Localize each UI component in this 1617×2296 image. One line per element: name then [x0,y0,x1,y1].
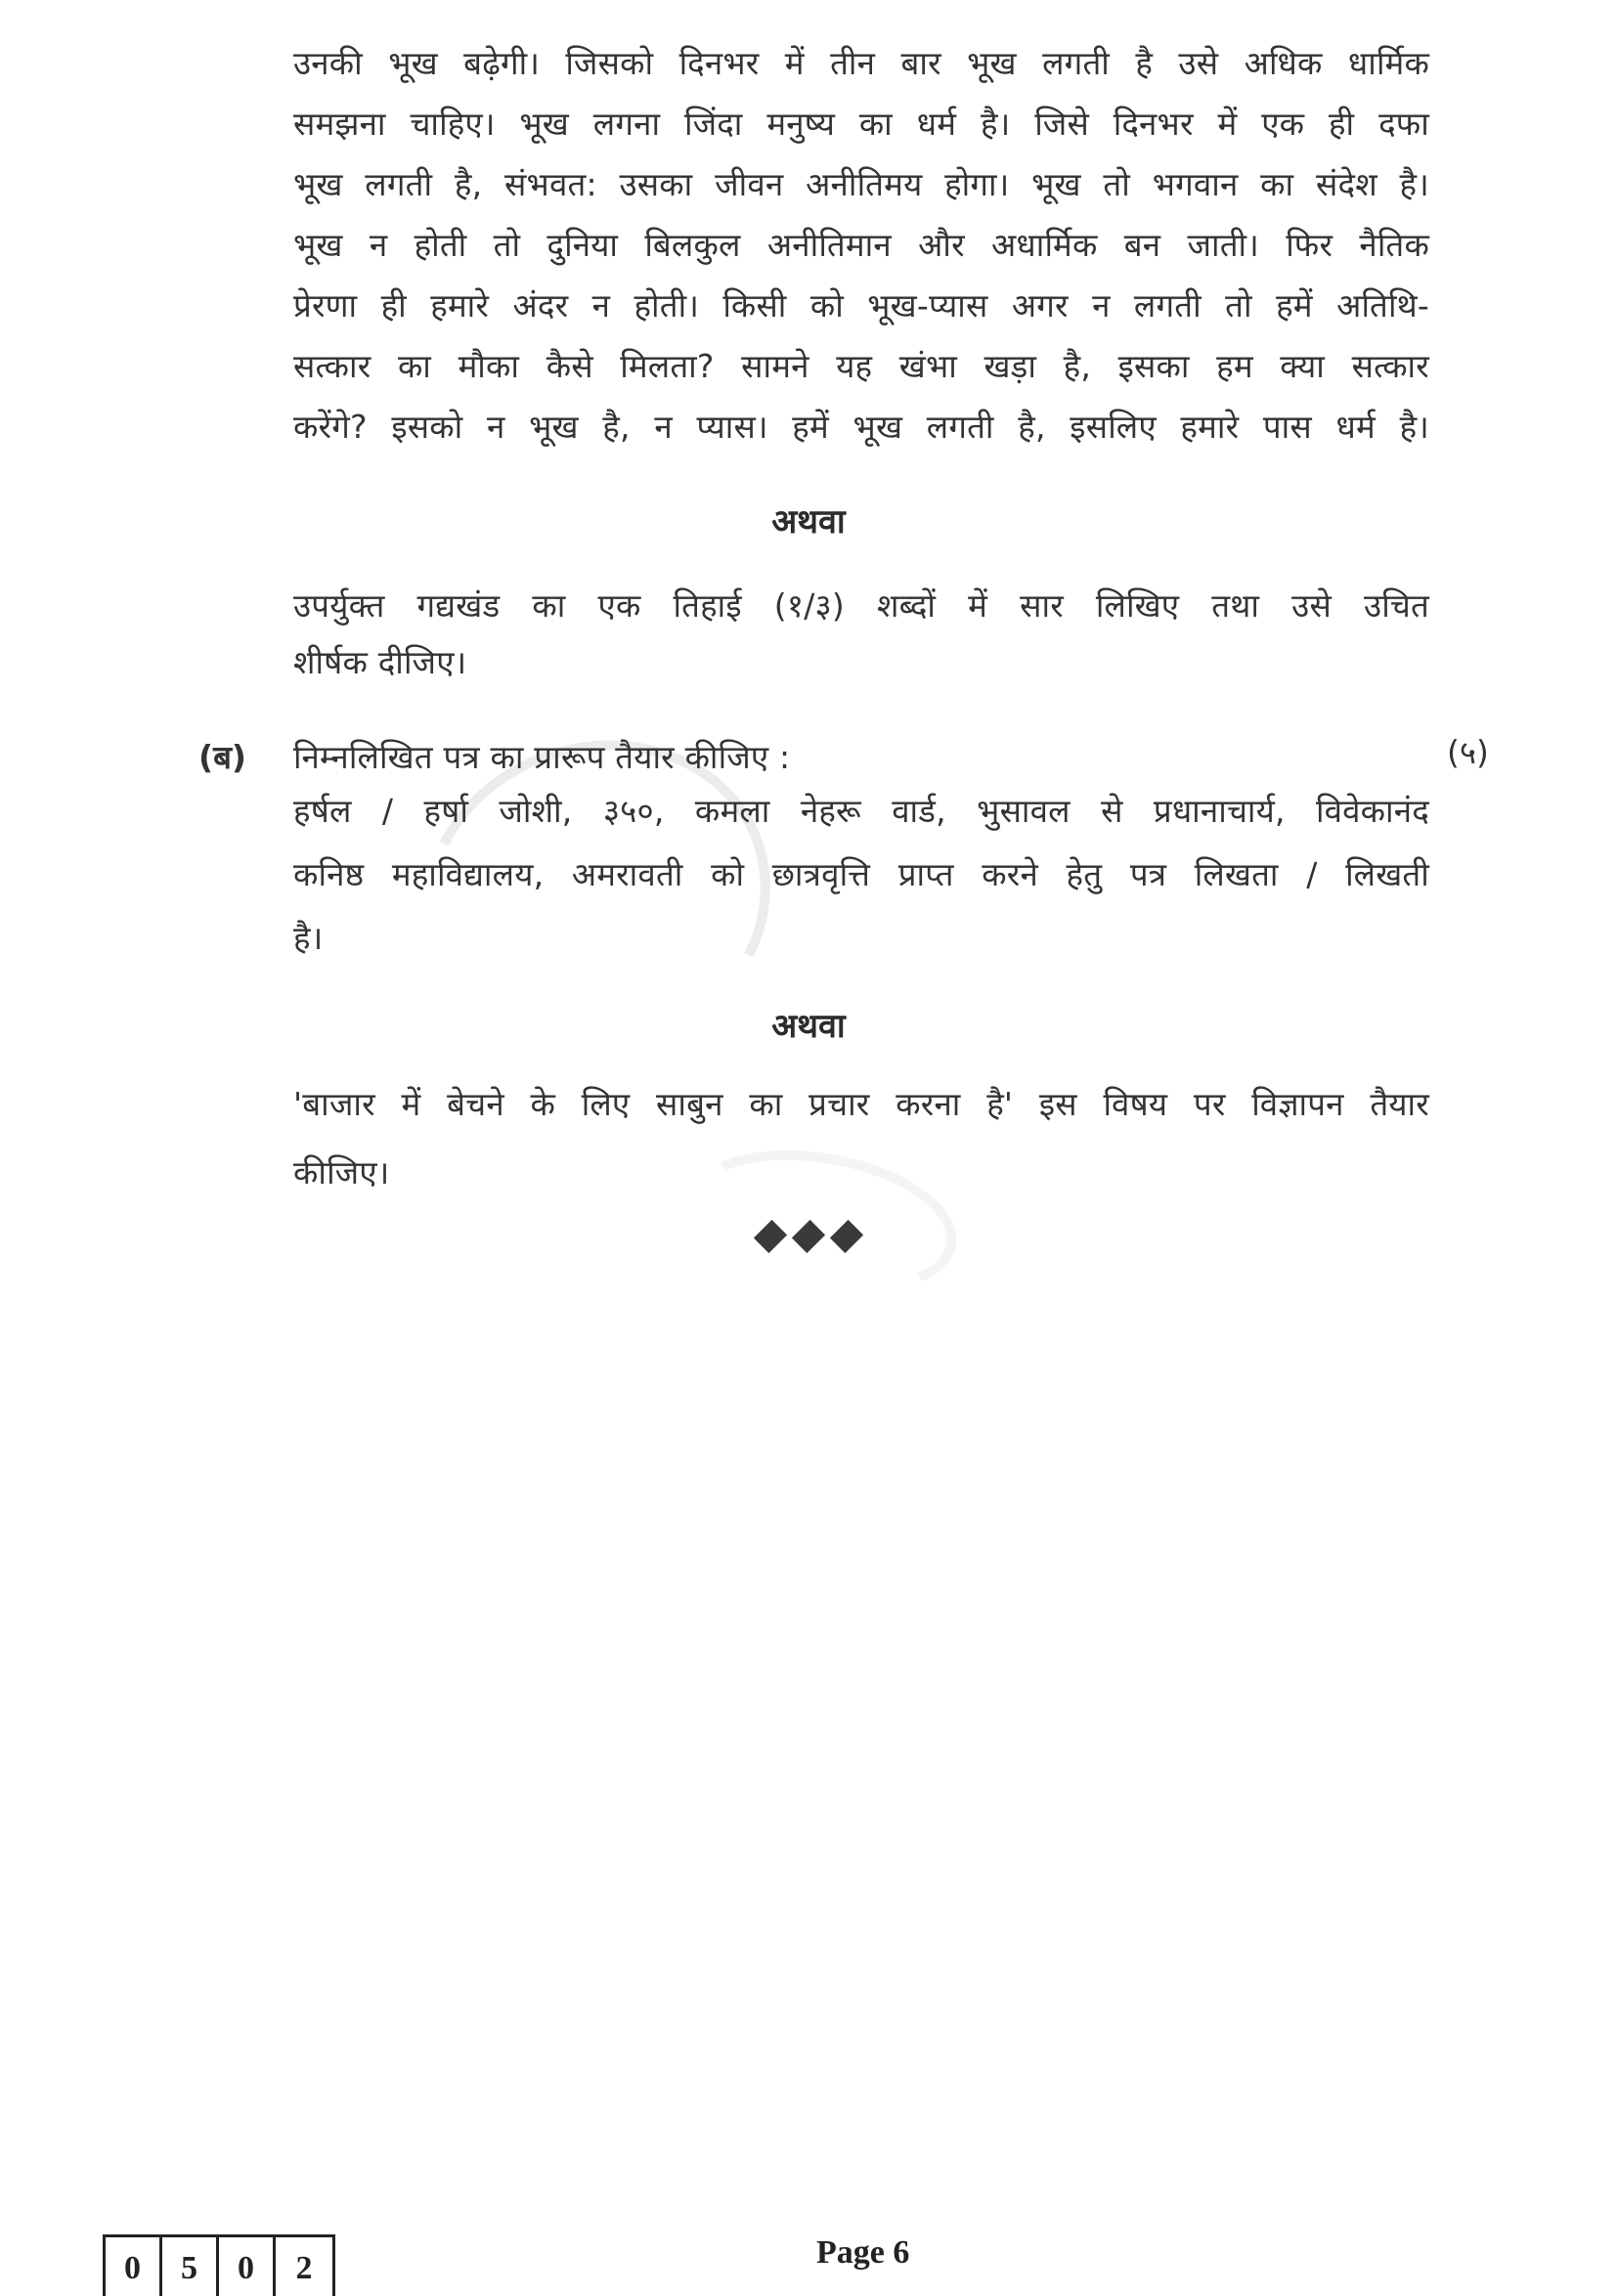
or-heading: अथवा [771,1007,846,1046]
end-ornament [0,1220,1617,1253]
marks-label: (५) [1447,733,1489,771]
code-digit: 5 [162,2237,219,2296]
or-heading: अथवा [771,502,846,542]
passage-line: समझना चाहिए। भूख लगना जिंदा मनुष्य का धर्म है। जिसे दिनभर में एक ही दफा [293,105,1429,143]
passage-line: भूख न होती तो दुनिया बिलकुल अनीतिमान और अधार्मिक बन जाती। फिर नैतिक [293,226,1429,264]
question-label: (ब) [198,738,247,776]
passage-line: भूख लगती है, संभवत: उसका जीवन अनीतिमय होगा। भूख तो भगवान का संदेश है। [293,165,1429,203]
passage-line: प्रेरणा ही हमारे अंदर न होती। किसी को भूख-प्यास अगर न लगती तो हमें अतिथि- [293,286,1429,325]
diamond-icon [792,1220,825,1253]
code-digit: 2 [295,2250,313,2286]
task-line: शीर्षक दीजिए। [293,643,467,681]
code-digit: 0 [106,2237,162,2296]
passage-line: करेंगे? इसको न भूख है, न प्यास। हमें भूख लगती है, इसलिए हमारे पास धर्म है। [293,408,1429,446]
diamond-icon [830,1220,863,1253]
question-line: है। [293,919,324,957]
question-line: हर्षल / हर्षा जोशी, ३५०, कमला नेहरू वार्ड, भुसावल से प्रधानाचार्य, विवेकानंद [293,792,1429,830]
paper-code-box [103,2234,335,2296]
code-digit: 0 [219,2237,276,2296]
task-line: 'बाजार में बेचने के लिए साबुन का प्रचार करना है' इस विषय पर विज्ञापन तैयार [293,1085,1429,1123]
passage-line: उनकी भूख बढ़ेगी। जिसको दिनभर में तीन बार भूख लगती है उसे अधिक धार्मिक [293,44,1429,82]
diamond-icon [754,1220,787,1253]
question-title: निम्नलिखित पत्र का प्रारूप तैयार कीजिए : [293,738,791,776]
task-line: उपर्युक्त गद्यखंड का एक तिहाई (१/३) शब्दों में सार लिखिए तथा उसे उचित [293,586,1429,625]
passage-line: सत्कार का मौका कैसे मिलता? सामने यह खंभा खड़ा है, इसका हम क्या सत्कार [293,347,1429,385]
page-number: Page 6 [816,2234,910,2271]
question-line: कनिष्ठ महाविद्यालय, अमरावती को छात्रवृत्ति प्राप्त करने हेतु पत्र लिखता / लिखती [293,855,1429,893]
task-line: कीजिए। [293,1153,390,1191]
